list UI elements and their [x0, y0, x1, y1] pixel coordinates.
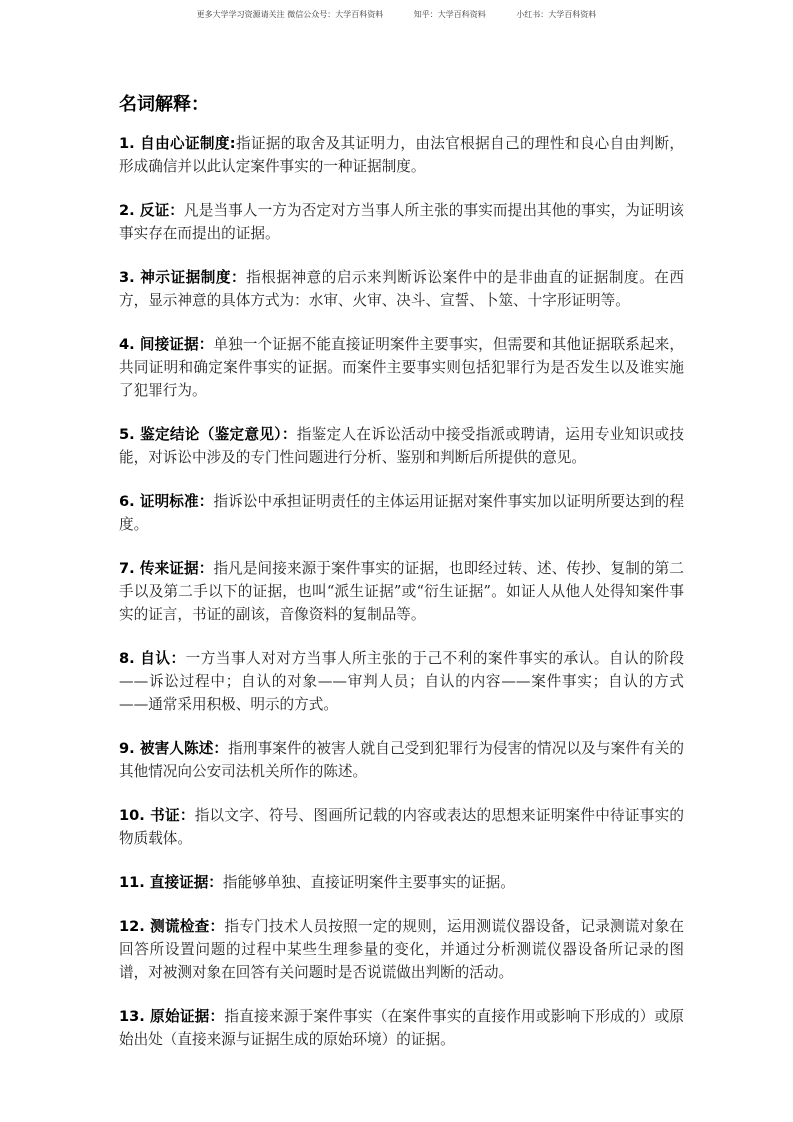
glossary-entry	[119, 804, 684, 850]
entry-definition: 指以文字、符号、图画所记载的内容或表达的思想来证明案件中待证事实的物质载体。	[119, 807, 684, 847]
entry-definition: 凡是当事人一方为否定对方当事人所主张的事实而提出其他的事实，为证明该事实存在而提出的证据。	[119, 202, 684, 242]
entry-definition: 指根据神意的启示来判断诉讼案件中的是非曲直的证据制度。在西方，显示神意的具体方式为：水审、火审、决斗、宣誓、卜筮、十字形证明等。	[119, 269, 684, 309]
header-zhihu-note: 知乎：大学百科资料	[413, 10, 486, 19]
glossary-entry	[119, 915, 684, 984]
entry-definition: 单独一个证据不能直接证明案件主要事实，但需要和其他证据联系起来，共同证明和确定案件事实的证据。而案件主要事实则包括犯罪行为是否发生以及谁实施了犯罪行为。	[119, 336, 684, 399]
entry-definition: 一方当事人对对方当事人所主张的于己不利的案件事实的承认。自认的阶段——诉讼过程中；自认的对象——审判人员；自认的内容——案件事实；自认的方式——通常采用积极、明示的方式。	[119, 650, 684, 713]
glossary-entry	[119, 266, 684, 312]
entry-term: 6. 证明标准：	[119, 493, 214, 510]
entry-definition: 指刑事案件的被害人就自己受到犯罪行为侵害的情况以及与案件有关的其他情况向公安司法机关所作的陈述。	[119, 740, 684, 780]
entry-definition: 指证据的取舍及其证明力，由法官根据自己的理性和良心自由判断，形成确信并以此认定案件事实的一种证据制度。	[119, 135, 684, 175]
glossary-entry	[119, 423, 684, 469]
entry-term: 8. 自认：	[119, 650, 186, 667]
glossary-entry	[119, 737, 684, 783]
entry-term: 11. 直接证据：	[119, 874, 223, 891]
entry-term: 10. 书证：	[119, 807, 195, 824]
glossary-entry	[119, 871, 684, 894]
glossary-entry	[119, 333, 684, 402]
entry-term: 12. 测谎检查：	[119, 918, 225, 935]
glossary-entry	[119, 490, 684, 536]
entry-definition: 指鉴定人在诉讼活动中接受指派或聘请，运用专业知识或技能，对诉讼中涉及的专门性问题进行分析、鉴别和判断后所提供的意见。	[119, 426, 684, 466]
entry-term: 7. 传来证据：	[119, 560, 214, 577]
glossary-entry	[119, 647, 684, 716]
entry-definition: 指能够单独、直接证明案件主要事实的证据。	[222, 874, 515, 891]
entry-definition: 指凡是间接来源于案件事实的证据，也即经过转、述、传抄、复制的第二手以及第二手以下的证据，也叫“派生证据”或“衍生证据”。如证人从他人处得知案件事实的证言，书证的副该，音像资料的复制品等。	[119, 560, 684, 623]
entry-definition: 指诉讼中承担证明责任的主体运用证据对案件事实加以证明所要达到的程度。	[119, 493, 684, 533]
header-wechat-note: 更多大学学习资源请关注 微信公众号：大学百科资料	[196, 10, 384, 19]
entry-definition: 指直接来源于案件事实（在案件事实的直接作用或影响下形成的）或原始出处（直接来源与证据生成的原始环境）的证据。	[119, 1008, 684, 1048]
document-body	[119, 90, 684, 1072]
glossary-entry	[119, 132, 684, 178]
entry-term: 4. 间接证据：	[119, 336, 214, 353]
entry-term: 2. 反证：	[119, 202, 185, 219]
entry-term: 13. 原始证据：	[119, 1008, 225, 1025]
glossary-entry	[119, 1005, 684, 1051]
entry-term: 3. 神示证据制度：	[119, 269, 247, 286]
section-title: 名词解释：	[119, 94, 209, 115]
header-xiaohongshu-note: 小红书：大学百科资料	[516, 10, 597, 19]
entry-term: 1. 自由心证制度:	[119, 135, 236, 152]
page-header	[0, 9, 793, 20]
glossary-entry	[119, 557, 684, 626]
entry-term: 9. 被害人陈述：	[119, 740, 229, 757]
entry-term: 5. 鉴定结论（鉴定意见）：	[119, 426, 297, 443]
glossary-entry	[119, 199, 684, 245]
entry-definition: 指专门技术人员按照一定的规则，运用测谎仪器设备，记录测谎对象在回答所设置问题的过程中某些生理参量的变化，并通过分析测谎仪器设备所记录的图谱，对被测对象在回答有关问题时是否说谎做出判断的活动。	[119, 918, 684, 981]
